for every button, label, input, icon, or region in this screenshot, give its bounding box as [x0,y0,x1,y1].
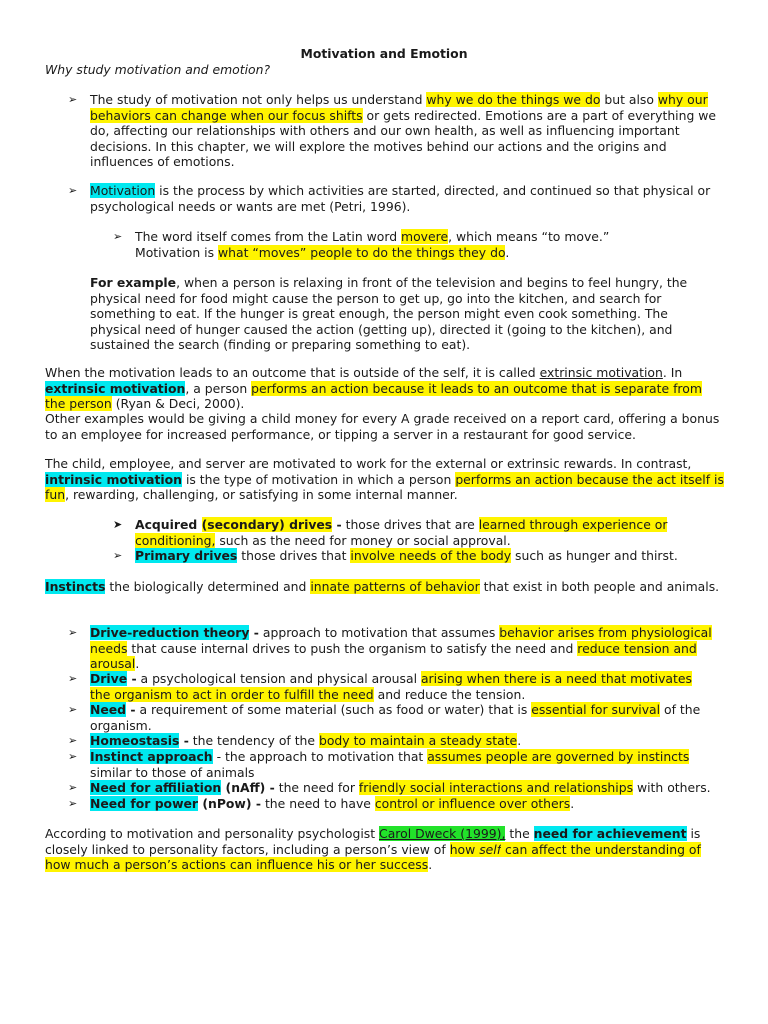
bullet-arrow-bold-icon: ➤ [113,518,123,531]
bullet-intro-text: The study of motivation not only helps us understand why we do the things we do but also why our behaviors can change when our focus shifts or gets redirected. Emotions are a part of everything we do, affecting our relationships with others and our own health, as well as influencing important decisions. In this chapter, we will explore the motives behind our actions and the origins and influences of emotions. [90,92,717,169]
bullet-arrow-icon: ➢ [68,703,78,716]
intrinsic-paragraph: The child, employee, and server are motivated to work for the external or extrinsic rewards. In contrast, intrinsic motivation is the type of motivation in which a person performs an action because the act itself is fun, rewarding, challenging, or satisfying in some internal manner. [45,456,724,502]
bullet-intro [68,92,728,170]
bullet-arrow-icon: ➢ [68,184,78,197]
bullet-arrow-icon: ➢ [68,734,78,747]
bullet-drive [68,671,708,702]
bullet-movere [113,229,713,260]
bullet-need-text: Need - a requirement of some material (such as food or water) that is essential for survival of the organism. [90,702,701,733]
bullet-need-power-text: Need for power (nPow) - the need to have control or influence over others. [90,796,575,811]
bullet-arrow-icon: ➢ [68,672,78,685]
bullet-arrow-icon: ➢ [68,750,78,763]
bullet-homeostasis-text: Homeostasis - the tendency of the body to maintain a steady state. [90,733,522,748]
bullet-need-power [68,796,723,812]
bullet-homeostasis [68,733,723,749]
bullet-acquired-drives-text: Acquired (secondary) drives - those drives that are learned through experience or conditioning, such as the need for money or social approval. [135,517,668,548]
page-title: Motivation and Emotion [300,46,468,61]
bullet-drive-reduction-text: Drive-reduction theory - approach to motivation that assumes behavior arises from physiological needs that cause internal drives to push the organism to satisfy the need and reduce tension and arousal. [90,625,712,671]
other-examples-paragraph: Other examples would be giving a child money for every A grade received on a report card, offering a bonus to an employee for increased performance, or tipping a server in a restaurant for good service. [45,411,720,442]
achievement-paragraph: According to motivation and personality psychologist Carol Dweck (1999), the need for achievement is closely linked to personality factors, including a person’s view of how self can affect the understanding of how much a person’s actions can influence his or her success. [45,826,701,872]
bullet-instinct-approach-text: Instinct approach - the approach to motivation that assumes people are governed by instincts similar to those of animals [90,749,690,780]
bullet-instinct-approach [68,749,723,780]
bullet-motivation [68,183,728,214]
bullet-primary-drives-text: Primary drives those drives that involve needs of the body such as hunger and thirst. [135,548,678,563]
example-paragraph: For example, when a person is relaxing in front of the television and begins to feel hungry, the physical need for food might cause the person to get up, go into the kitchen, and search for something to eat. If the hunger is great enough, the person might even cook something. The physical need of hunger caused the action (getting up), directed it (going to the kitchen), and sustained the search (finding or preparing something to eat). [90,275,688,352]
extrinsic-paragraph: When the motivation leads to an outcome that is outside of the self, it is called extrinsic motivation. In extrinsic motivation, a person performs an action because it leads to an outcome that is separate from the person (Ryan & Deci, 2000). [45,365,702,411]
bullet-drive-reduction [68,625,723,672]
bullet-need-affiliation [68,780,723,796]
bullet-arrow-icon: ➢ [68,797,78,810]
page-subtitle: Why study motivation and emotion? [45,62,271,77]
bullet-arrow-icon: ➢ [68,781,78,794]
bullet-motivation-text: Motivation is the process by which activities are started, directed, and continued so that physical or psychological needs or wants are met (Petri, 1996). [90,183,711,214]
bullet-need [68,702,723,733]
instincts-paragraph: Instincts the biologically determined and innate patterns of behavior that exist in both people and animals. [45,579,720,594]
bullet-arrow-icon: ➢ [68,93,78,106]
bullet-arrow-icon: ➢ [113,230,123,243]
bullet-arrow-icon: ➢ [68,626,78,639]
bullet-arrow-icon: ➢ [113,549,123,562]
bullet-movere-text: The word itself comes from the Latin word movere, which means “to move.” Motivation is what “moves” people to do the things they do. [135,229,610,260]
bullet-acquired-drives [113,517,723,548]
bullet-need-affiliation-text: Need for affiliation (nAff) - the need for friendly social interactions and relationships with others. [90,780,711,795]
bullet-drive-text: Drive - a psychological tension and physical arousal arising when there is a need that motivates the organism to act in order to fulfill the need and reduce the tension. [90,671,692,702]
bullet-primary-drives [113,548,723,564]
